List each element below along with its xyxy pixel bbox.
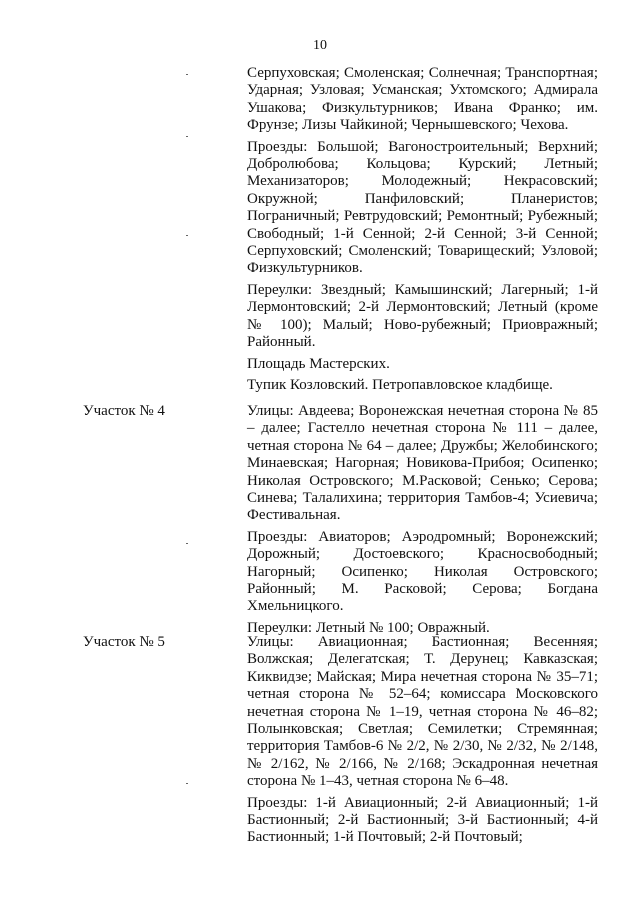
deadend-paragraph: Тупик Козловский. Петропавловское кладбище. [247, 376, 553, 393]
scan-mark [186, 543, 188, 544]
streets-paragraph: Улицы: Авиационная; Бастионная; Весенняя; Волжская; Делегатская; Т. Дерунец; Кавказская; Киквидзе; Майская; Мира нечетная сторона № 35–71; четная сторона № 52–64; комиссара Московского нечетная сторона № 1–19, четная сторона № 46–82; Полынковская; Светлая; Семилетки; Стремянная; территория Тамбов-6 № 2/2, № 2/30, № 2/32, № 2/148, № 2/162, № 2/166, № 2/168; Эскадронная нечетная сторона № 1–43, четная сторона № 6–48. [247, 634, 598, 790]
district-label: Участок № 4 [83, 403, 165, 419]
scan-mark [186, 783, 188, 784]
page-number: 10 [313, 38, 327, 53]
lanes-paragraph: Переулки: Летный № 100; Овражный. [247, 619, 490, 636]
scan-mark [186, 235, 188, 236]
scan-mark [186, 74, 188, 75]
passages-paragraph: Проезды: Большой; Вагоностроительный; Верхний; Добролюбова; Кольцова; Курский; Летный; Механизаторов; Молодежный; Некрасовский; Окружной; Панфиловский; Планеристов; Пограничный; Ревтрудовский; Ремонтный; Рубежный; Свободный; 1-й Сенной; 2-й Сенной; 3-й Сенной; Серпуховский; Смоленский; Товарищеский; Узловой; Физкультурников. [247, 138, 598, 277]
streets-paragraph: Серпуховская; Смоленская; Солнечная; Транспортная; Ударная; Узловая; Усманская; Ухтомского; Адмирала Ушакова; Физкультурников; Ивана Франко; им. Фрунзе; Лизы Чайкиной; Чернышевского; Чехова. [247, 65, 598, 134]
passages-paragraph: Проезды: 1-й Авиационный; 2-й Авиационный; 1-й Бастионный; 2-й Бастионный; 3-й Бастионный; 4-й Бастионный; 1-й Почтовый; 2-й Почтовый; [247, 794, 598, 846]
district-content [247, 403, 598, 641]
lanes-paragraph: Переулки: Звездный; Камышинский; Лагерный; 1-й Лермонтовский; 2-й Лермонтовский; Летный (кроме № 100); Малый; Ново-рубежный; Приовражный; Районный. [247, 281, 598, 351]
streets-paragraph: Улицы: Авдеева; Воронежская нечетная сторона № 85 – далее; Гастелло нечетная сторона № 111 – далее, четная сторона № 64 – далее; Дружбы; Желобинского; Минаевская; Нагорная; Новикова-Прибоя; Осипенко; Николая Островского; М.Расковой; Сенько; Серова; Синева; Талалихина; территория Тамбов-4; Усиевича; Фестивальная. [247, 403, 598, 524]
scan-mark [186, 136, 188, 137]
district-content [247, 65, 598, 398]
district-content [247, 634, 598, 851]
square-paragraph: Площадь Мастерских. [247, 355, 390, 372]
district-label: Участок № 5 [83, 634, 165, 650]
passages-paragraph: Проезды: Авиаторов; Аэродромный; Воронежский; Дорожный; Достоевского; Красносвободный; Нагорный; Осипенко; Николая Островского; Районный; М. Расковой; Серова; Богдана Хмельницкого. [247, 528, 598, 615]
